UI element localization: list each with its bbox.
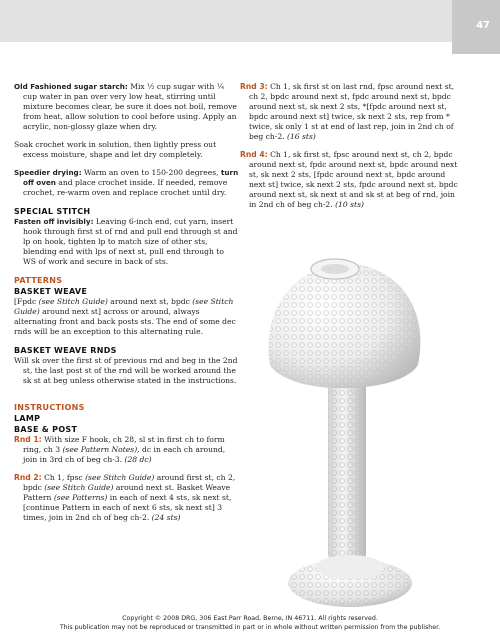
starch-label: Old Fashioned sugar starch: bbox=[14, 82, 128, 91]
rnd-1-label: Rnd 1: bbox=[14, 435, 42, 444]
basket-weave-rnds-paragraph: Will sk over the first st of previous rnd and beg in the 2nd st, the last post st of the rnd will be worked around the sk st at beg unless otherwise stated in the instructions. bbox=[14, 356, 238, 385]
right-column bbox=[240, 82, 458, 210]
lamp-heading: LAMP bbox=[14, 414, 41, 423]
soak-paragraph: Soak crochet work in solution, then lightly press out excess moisture, shape and let dry completely. bbox=[14, 140, 217, 159]
special-stitch-heading: SPECIAL STITCH bbox=[14, 207, 91, 216]
page-number: 47 bbox=[476, 20, 490, 31]
instructions-heading: INSTRUCTIONS bbox=[14, 403, 85, 412]
rnd-2-paragraph: Rnd 2: Ch 1, fpsc (see Stitch Guide) around first st, ch 2, bpdc (see Stitch Guide) around next st. Basket Weave Pattern (see Patterns) in each of next 4 sts, sk next st, [continue Pattern in each of next 6 sts, sk next st] 3 times, join in 2nd ch of beg ch-2. (24 sts) bbox=[14, 473, 236, 522]
base-post-heading: BASE & POST bbox=[14, 425, 78, 434]
rnd-3-paragraph: Rnd 3: Ch 1, sk first st on last rnd, fpsc around next st, ch 2, bpdc around next st, fpdc around next st, bpdc around next st, sk next 2 sts, *[fpdc around next st, bpdc around next st] twice, sk next 2 sts, rep from * twice, sk only 1 st at end of last rep, join in 2nd ch of beg ch-2. (16 sts) bbox=[240, 82, 455, 141]
copyright-footer bbox=[0, 614, 500, 632]
basket-weave-paragraph: [Fpdc (see Stitch Guide) around next st, bpdc (see Stitch Guide) around next st] across or around, always alternating front and back posts sts. The end of some dec rnds will be an exception to this alternating rule. bbox=[14, 297, 236, 336]
left-column bbox=[14, 82, 239, 523]
basket-weave-heading: BASKET WEAVE bbox=[14, 287, 88, 296]
copyright-line: Copyright © 2008 DRG, 306 East Parr Road, Berne, IN 46711. All rights reserved. bbox=[122, 615, 378, 622]
speedier-paragraph: Speedier drying: Warm an oven to 150-200 degrees, turn off oven and place crochet inside. If needed, remove crochet, re-warm oven and replace crochet until dry. bbox=[14, 168, 239, 197]
rnd-3-label: Rnd 3: bbox=[240, 82, 268, 91]
fasten-paragraph: Fasten off invisibly: Leaving 6-inch end, cut yarn, insert hook through first st of rnd and pull end through st and lp on hook, tighten lp to match size of other sts, blending end with lps of next st, pull end through to WS of work and secure in back of sts. bbox=[14, 217, 238, 266]
rnd-4-label: Rnd 4: bbox=[240, 150, 268, 159]
basket-weave-rnds-heading: BASKET WEAVE RNDS bbox=[14, 346, 117, 355]
speedier-label: Speedier drying: bbox=[14, 168, 82, 177]
crochet-lamp-photo bbox=[250, 245, 440, 615]
rnd-2-label: Rnd 2: bbox=[14, 473, 42, 482]
starch-paragraph: Old Fashioned sugar starch: Mix ½ cup sugar with ¼ cup water in pan over very low heat, stirring until mixture becomes clear, be sure it does not boil, remove from heat, allow solution to cool before using. Apply an acrylic, non-glossy glaze when dry. bbox=[14, 82, 237, 131]
page-number-tab bbox=[452, 0, 500, 54]
patterns-heading: PATTERNS bbox=[14, 276, 63, 285]
fasten-label: Fasten off invisibly: bbox=[14, 217, 94, 226]
rnd-4-paragraph: Rnd 4: Ch 1, sk first st, fpsc around next st, ch 2, bpdc around next st, fpdc around next st, bpdc around next st, sk next 2 sts, [fpdc around next st, bpdc around next st] twice, sk next 2 sts, fpdc around next st, bpdc around next st, sk next st and sk st at beg of rnd, join in 2nd ch of beg ch-2. (10 sts) bbox=[240, 150, 458, 209]
rnd-1-paragraph: Rnd 1: With size F hook, ch 28, sl st in first ch to form ring, ch 3 (see Pattern Notes), dc in each ch around, join in 3rd ch of beg ch-3. (28 dc) bbox=[14, 435, 226, 464]
rights-line: This publication may not be reproduced or transmitted in part or in whole without written permission from the publisher. bbox=[59, 624, 441, 631]
header-bar bbox=[0, 0, 500, 42]
